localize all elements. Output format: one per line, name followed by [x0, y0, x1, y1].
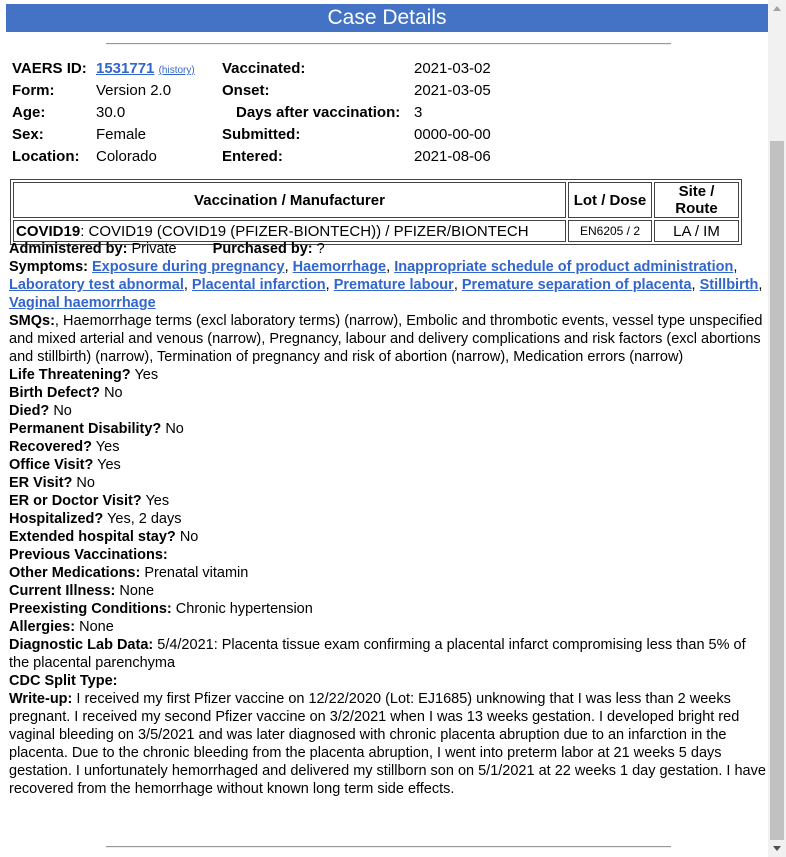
- field-label: ER Visit?: [9, 475, 73, 491]
- form-label: Form:: [12, 82, 55, 99]
- field-write-up: [9, 690, 767, 798]
- field-label: ER or Doctor Visit?: [9, 493, 142, 509]
- field-permanent-disability: [9, 420, 767, 438]
- history-link[interactable]: (history): [158, 65, 195, 76]
- vaers-id-label: VAERS ID:: [12, 60, 87, 77]
- site-route-cell: LA / IM: [654, 220, 739, 242]
- page-title: Case Details: [6, 4, 768, 32]
- age-label: Age:: [12, 104, 46, 121]
- field-other-medications: [9, 564, 767, 582]
- location-label: Location:: [12, 148, 80, 165]
- symptom-link[interactable]: Laboratory test abnormal: [9, 277, 184, 293]
- symptom-link[interactable]: Vaginal haemorrhage: [9, 295, 156, 311]
- field-current-illness: [9, 582, 767, 600]
- field-label: CDC Split Type:: [9, 673, 118, 689]
- field-cdc-split-type: [9, 672, 767, 690]
- field-label: Extended hospital stay?: [9, 529, 176, 545]
- field-label: Birth Defect?: [9, 385, 101, 401]
- field-er-visit: [9, 474, 767, 492]
- field-label: Previous Vaccinations:: [9, 547, 168, 563]
- symptom-link[interactable]: Placental infarction: [191, 277, 326, 293]
- field-label: Diagnostic Lab Data:: [9, 637, 154, 653]
- age-value: 30.0: [96, 104, 126, 121]
- field-label: Permanent Disability?: [9, 421, 162, 437]
- field-value: 5/4/2021: Placenta tissue exam confirming a placental infarct compromising less than 5% of the placental parenchyma: [9, 637, 746, 671]
- field-life-threatening: [9, 366, 767, 384]
- field-recovered: [9, 438, 767, 456]
- smqs-value: , Haemorrhage terms (excl laboratory terms) (narrow), Embolic and thrombotic events, vessel type unspecified and mixed arterial and venous (narrow), Pregnancy, labour and delivery complications and risk factors (excl abortions and stillbirth) (narrow), Termination of pregnancy and risk of abortion (narrow), Medication errors (narrow): [9, 313, 763, 365]
- field-value: Yes, 2 days: [107, 511, 182, 527]
- smqs-row: [9, 312, 767, 366]
- sex-value: Female: [96, 126, 147, 143]
- field-birth-defect: [9, 384, 767, 402]
- field-value: I received my first Pfizer vaccine on 12/22/2020 (Lot: EJ1685) unknowing that I was less than 2 weeks pregnant. I received my second Pfizer vaccine on 3/2/2021 when I was 13 weeks gestation. I developed bright red vaginal bleeding on 3/5/2021 and was later diagnosed with chronic placenta abruption due to an infarction in the placenta. Due to the chronic bleeding from the placenta abruption, I went into preterm labor at 21 weeks 5 days gestation. I unfortunately hemorrhaged and delivered my stillborn son on 5/1/2021 at 22 weeks 1 day gestation. I have recovered from the hemorrhage without known long term side effects.: [9, 691, 766, 797]
- submitted-value: 0000-00-00: [414, 126, 491, 143]
- field-value: Chronic hypertension: [175, 601, 313, 617]
- field-label: Other Medications:: [9, 565, 141, 581]
- field-value: Yes: [134, 367, 159, 383]
- field-label: Life Threatening?: [9, 367, 131, 383]
- field-value: Yes: [97, 457, 121, 473]
- vaccine-code: COVID19: [16, 222, 81, 240]
- administered-row: [9, 240, 767, 258]
- vaccinated-value: 2021-03-02: [414, 60, 491, 77]
- field-died: [9, 402, 767, 420]
- case-details-body: [9, 240, 767, 798]
- symptoms-row: Symptoms: Exposure during pregnancy, Haemorrhage, Inappropriate schedule of product administration, Laboratory test abnormal, Placental infarction, Premature labour, Premature separation of placenta, Stillbirth, Vaginal haemorrhage: [9, 259, 763, 311]
- symptoms-label: Symptoms:: [9, 259, 88, 275]
- field-value: Yes: [145, 493, 170, 509]
- field-label: Died?: [9, 403, 50, 419]
- days-after-label: Days after vaccination:: [236, 104, 401, 121]
- entered-value: 2021-08-06: [414, 148, 491, 165]
- field-label: Office Visit?: [9, 457, 94, 473]
- col-site-route: Site / Route: [654, 182, 739, 218]
- field-hospitalized: [9, 510, 767, 528]
- field-label: Write-up:: [9, 691, 73, 707]
- vaers-id-value: [96, 60, 195, 77]
- divider-bottom: [106, 846, 671, 848]
- days-after-value: 3: [414, 104, 423, 121]
- administered-value: Private: [131, 241, 177, 257]
- lot-dose-cell: EN6205 / 2: [568, 220, 652, 242]
- purchased-label: Purchased by:: [212, 241, 313, 257]
- field-value: None: [119, 583, 155, 599]
- vaers-id-link[interactable]: 1531771: [96, 60, 155, 77]
- arrow-up-icon: [773, 6, 781, 11]
- field-value: No: [104, 385, 123, 401]
- symptom-link[interactable]: Premature separation of placenta: [461, 277, 692, 293]
- field-preexisting-conditions: [9, 600, 767, 618]
- field-value: None: [79, 619, 114, 635]
- form-value: Version 2.0: [96, 82, 172, 99]
- field-label: Allergies:: [9, 619, 76, 635]
- vaccination-table: [10, 179, 742, 245]
- onset-value: 2021-03-05: [414, 82, 491, 99]
- col-lot-dose: Lot / Dose: [568, 182, 652, 218]
- field-er-or-doctor-visit: [9, 492, 767, 510]
- vaccine-description: : COVID19 (COVID19 (PFIZER-BIONTECH)) / PFIZER/BIONTECH: [80, 222, 529, 240]
- scroll-thumb[interactable]: [770, 141, 784, 840]
- symptom-link[interactable]: Inappropriate schedule of product administration: [394, 259, 734, 275]
- field-diagnostic-lab-data: [9, 636, 767, 672]
- scroll-down-button[interactable]: [768, 839, 786, 857]
- location-value: Colorado: [96, 148, 157, 165]
- field-value: No: [53, 403, 72, 419]
- field-allergies: [9, 618, 767, 636]
- scroll-up-button[interactable]: [768, 0, 786, 18]
- field-label: Preexisting Conditions:: [9, 601, 172, 617]
- divider-top: [106, 43, 671, 45]
- field-label: Recovered?: [9, 439, 93, 455]
- sex-label: Sex:: [12, 126, 44, 143]
- table-row: [13, 220, 739, 242]
- symptom-link[interactable]: Haemorrhage: [292, 259, 387, 275]
- symptom-link[interactable]: Exposure during pregnancy: [92, 259, 285, 275]
- entered-label: Entered:: [222, 148, 283, 165]
- arrow-down-icon: [773, 846, 781, 851]
- vertical-scrollbar[interactable]: [768, 0, 786, 857]
- col-vaccination-manufacturer: Vaccination / Manufacturer: [13, 182, 566, 218]
- field-value: No: [76, 475, 95, 491]
- vaccinated-label: Vaccinated:: [222, 60, 306, 77]
- field-value: Yes: [95, 439, 120, 455]
- vaccine-cell: [13, 220, 566, 242]
- administered-label: Administered by:: [9, 241, 128, 257]
- purchased-value: ?: [316, 241, 325, 257]
- symptom-link[interactable]: Premature labour: [333, 277, 454, 293]
- field-extended-hospital-stay: [9, 528, 767, 546]
- field-value: No: [165, 421, 184, 437]
- field-value: Prenatal vitamin: [144, 565, 249, 581]
- vaccination-table-header: [13, 182, 739, 218]
- smqs-label: SMQs:: [9, 313, 55, 329]
- field-office-visit: [9, 456, 767, 474]
- field-label: Current Illness:: [9, 583, 116, 599]
- field-value: No: [179, 529, 199, 545]
- onset-label: Onset:: [222, 82, 270, 99]
- field-previous-vaccinations: [9, 546, 767, 564]
- submitted-label: Submitted:: [222, 126, 301, 143]
- field-label: Hospitalized?: [9, 511, 104, 527]
- symptom-link[interactable]: Stillbirth: [699, 277, 759, 293]
